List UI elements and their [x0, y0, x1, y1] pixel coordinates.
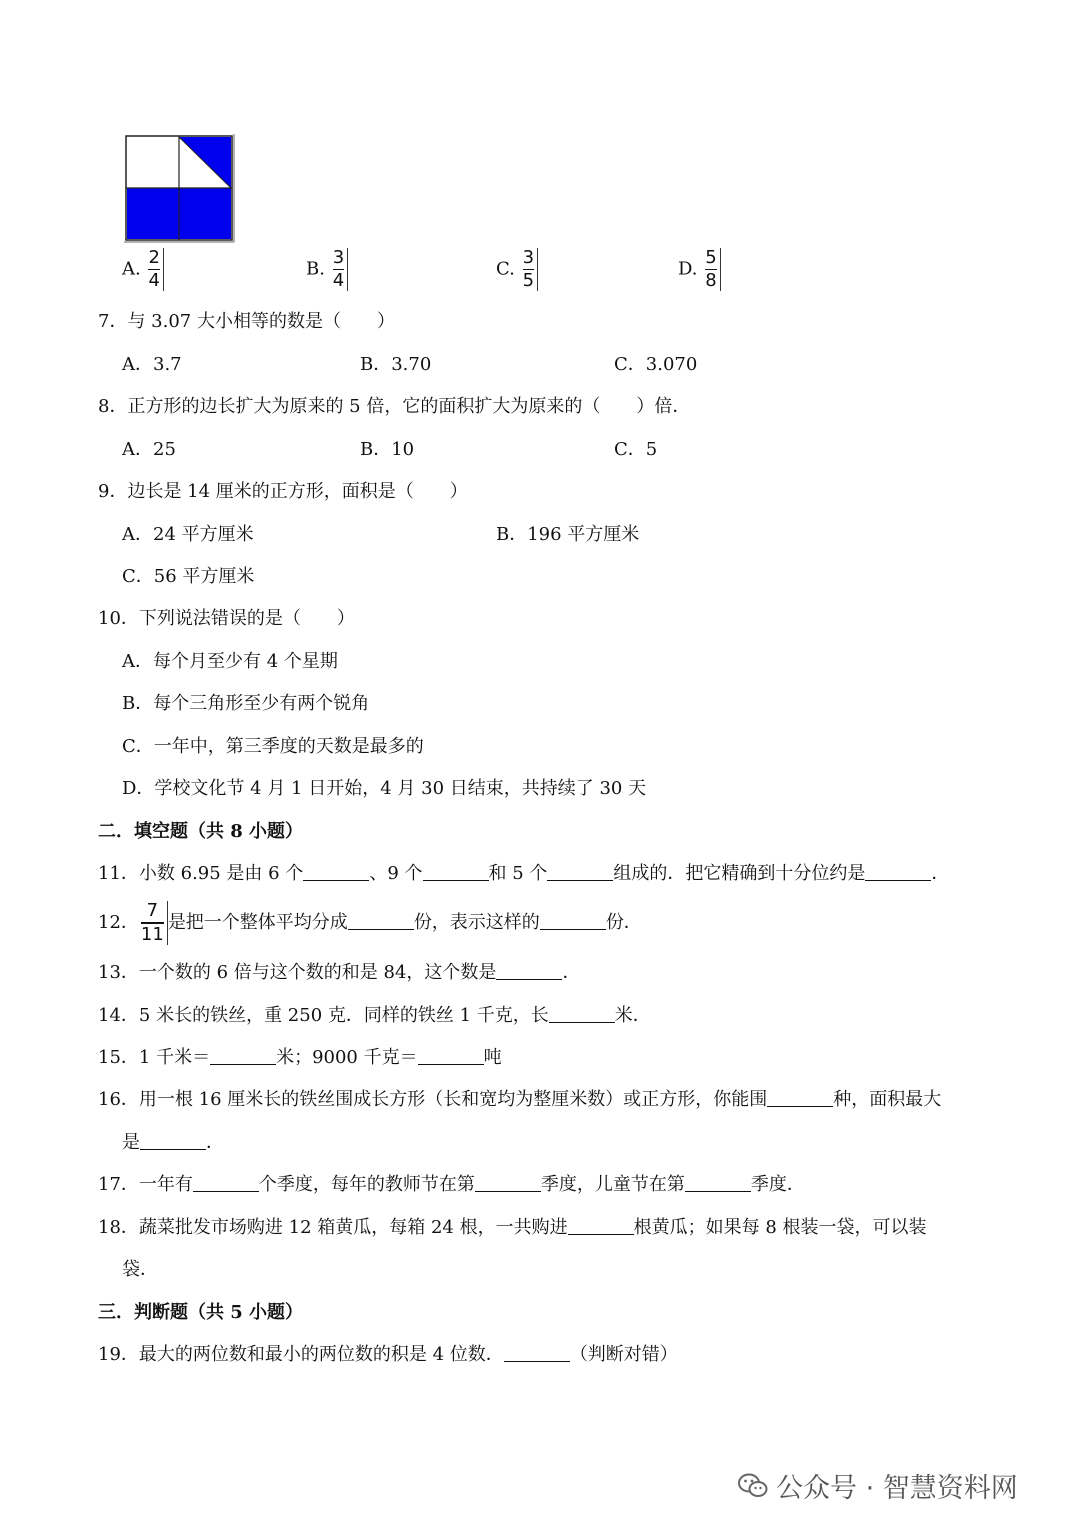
q15: 15．1 千米＝ 米；9000 千克＝ 吨 — [98, 1047, 502, 1068]
answer-blank[interactable] — [140, 1131, 206, 1150]
section-heading-true-false: 三．判断题（共 5 小题） — [98, 1302, 304, 1323]
q6-option-d[interactable]: D. $\frac{5}{8}$ — [678, 248, 721, 291]
q9-option-a[interactable]: A．24 平方厘米 — [122, 524, 254, 545]
q10-option-c[interactable]: C．一年中，第三季度的天数是最多的 — [122, 736, 424, 757]
q14: 14．5 米长的铁丝，重 250 克．同样的铁丝 1 千克，长 米． — [98, 1005, 651, 1026]
q13: 13．一个数的 6 倍与这个数的和是 84，这个数是 ． — [98, 962, 581, 983]
answer-blank[interactable] — [504, 1343, 570, 1362]
section-heading-fill-in: 二．填空题（共 8 小题） — [98, 821, 304, 842]
fraction: $\frac{5}{8}$ — [703, 248, 720, 291]
q18-continued: 袋． — [122, 1259, 158, 1280]
q10-option-d[interactable]: D．学校文化节 4 月 1 日开始，4 月 30 日结束，共持续了 30 天 — [122, 778, 647, 799]
answer-blank[interactable] — [303, 862, 369, 881]
q10-option-a[interactable]: A．每个月至少有 4 个星期 — [122, 651, 338, 672]
q10-stem: 10．下列说法错误的是（ ） — [98, 608, 355, 629]
fraction: $\frac{2}{4}$ — [146, 248, 163, 291]
q7-option-a[interactable]: A．3.7 — [122, 354, 182, 375]
q10-option-b[interactable]: B．每个三角形至少有两个锐角 — [122, 693, 370, 714]
q19: 19．最大的两位数和最小的两位数的积是 4 位数． （判断对错） — [98, 1344, 678, 1365]
q6-option-b[interactable]: B. $\frac{3}{4}$ — [306, 248, 348, 291]
q6-option-c[interactable]: C. $\frac{3}{5}$ — [496, 248, 538, 291]
answer-blank[interactable] — [685, 1173, 751, 1192]
q17: 17．一年有 个季度，每年的教师节在第 季度，儿童节在第 季度． — [98, 1174, 805, 1195]
answer-blank[interactable] — [475, 1173, 541, 1192]
wechat-icon — [738, 1473, 768, 1499]
fraction: $\frac{3}{4}$ — [331, 248, 348, 291]
answer-blank[interactable] — [348, 911, 414, 930]
fraction-figure — [122, 132, 236, 244]
q9-option-b[interactable]: B．196 平方厘米 — [496, 524, 640, 545]
answer-blank[interactable] — [549, 1004, 615, 1023]
q7-stem: 7．与 3.07 大小相等的数是（ ） — [98, 311, 395, 332]
answer-blank[interactable] — [865, 862, 931, 881]
q9-stem: 9．边长是 14 厘米的正方形，面积是（ ） — [98, 481, 468, 502]
q11: 11．小数 6.95 是由 6 个 、9 个 和 5 个 组成的．把它精确到十分位约是 ． — [98, 863, 950, 884]
fraction: $\frac{7}{11}$ — [139, 901, 168, 944]
q16: 16．用一根 16 厘米长的铁丝围成长方形（长和宽均为整厘米数）或正方形，你能围 种，面积最大 — [98, 1089, 942, 1110]
answer-blank[interactable] — [418, 1046, 484, 1065]
q8-option-c[interactable]: C．5 — [614, 439, 658, 460]
answer-blank[interactable] — [767, 1088, 833, 1107]
q8-stem: 8．正方形的边长扩大为原来的 5 倍，它的面积扩大为原来的（ ）倍． — [98, 396, 691, 417]
q7-option-c[interactable]: C．3.070 — [614, 354, 698, 375]
q8-option-a[interactable]: A．25 — [122, 439, 176, 460]
watermark: 公众号 · 智慧资料网 — [738, 1466, 1018, 1505]
q16-continued: 是 ． — [122, 1132, 224, 1153]
answer-blank[interactable] — [193, 1173, 259, 1192]
answer-blank[interactable] — [210, 1046, 276, 1065]
answer-blank[interactable] — [547, 862, 613, 881]
q8-option-b[interactable]: B．10 — [360, 439, 415, 460]
answer-blank[interactable] — [540, 911, 606, 930]
answer-blank[interactable] — [423, 862, 489, 881]
answer-blank[interactable] — [568, 1216, 634, 1235]
q6-option-a[interactable]: A. $\frac{2}{4}$ — [122, 248, 164, 291]
fraction: $\frac{3}{5}$ — [521, 248, 538, 291]
q9-option-c[interactable]: C．56 平方厘米 — [122, 566, 255, 587]
q12: 12． $\frac{7}{11}$ 是把一个整体平均分成 份，表示这样的 份． — [98, 900, 642, 945]
q7-option-b[interactable]: B．3.70 — [360, 354, 432, 375]
q18: 18．蔬菜批发市场购进 12 箱黄瓜，每箱 24 根，一共购进 根黄瓜；如果每 8 根装一袋，可以装 — [98, 1217, 927, 1238]
answer-blank[interactable] — [496, 961, 562, 980]
